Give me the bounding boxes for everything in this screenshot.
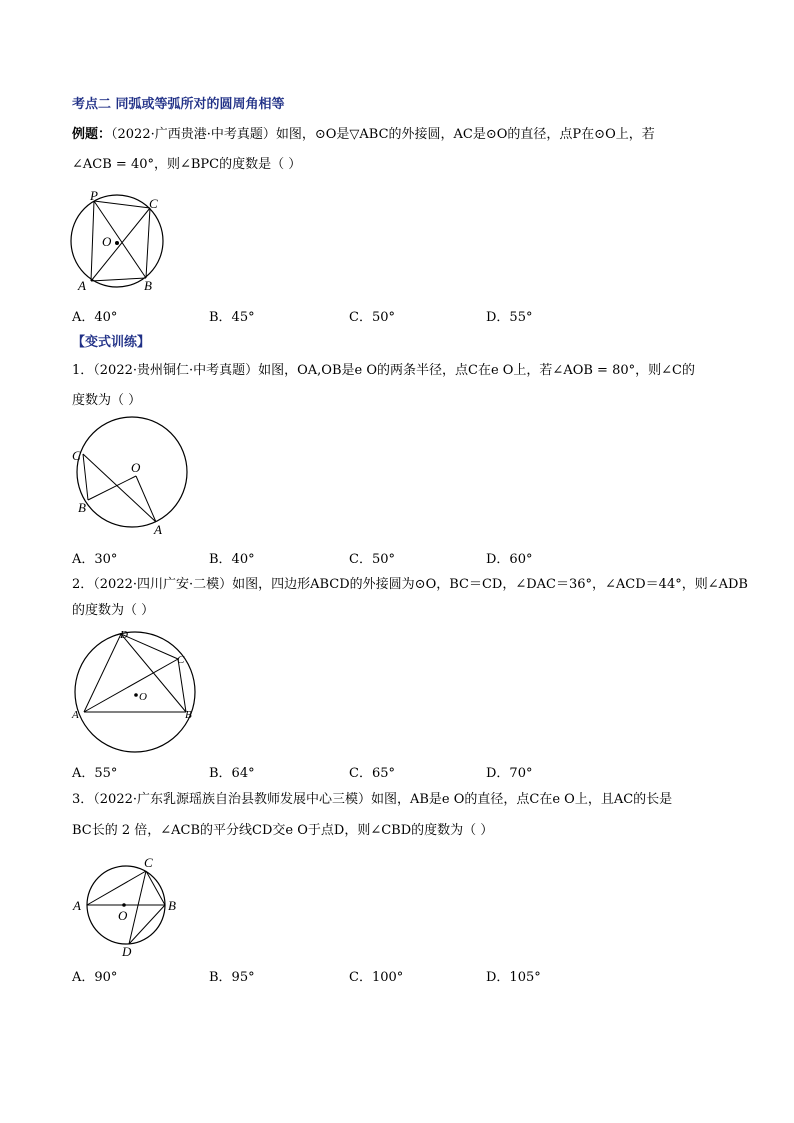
segment-cb (146, 208, 150, 278)
example-options (72, 306, 632, 324)
q3-figure (68, 852, 186, 960)
segment-ac (87, 871, 146, 905)
q2-text-line2: 的度数为（ ） (72, 603, 155, 618)
q1-text-line1: 1．（2022·贵州铜仁·中考真题）如图，OA,OB是e O的两条半径，点C在e O上，若∠AOB = 80°，则∠C的 (72, 363, 695, 378)
option-b[interactable]: B．64° (209, 766, 255, 781)
example-text-line1 (72, 126, 655, 144)
label-o: O (102, 234, 112, 249)
label-a: A (73, 898, 81, 913)
label-o: O (131, 460, 141, 475)
section-title: 考点二 同弧或等弧所对的圆周角相等 (72, 97, 285, 112)
label-d: D (122, 944, 132, 959)
segment-cb (83, 454, 88, 500)
q1-text-line2: 度数为（ ） (72, 393, 142, 408)
option-d[interactable]: D．60° (486, 552, 533, 567)
label-c: C (144, 855, 153, 870)
label-d: D (120, 629, 128, 641)
example-question: （2022·广西贵港·中考真题）如图，⊙O是▽ABC的外接圆，AC是⊙O的直径，点P在⊙O上，若 (111, 127, 655, 142)
q2-text-line1: 2．（2022·四川广安·二模）如图，四边形ABCD的外接圆为⊙O，BC＝CD，∠DAC＝36°，∠ACD＝44°，则∠ADB (72, 577, 748, 592)
option-b[interactable]: B．40° (209, 552, 255, 567)
example-figure (62, 186, 172, 296)
label-b: B (168, 898, 176, 913)
segment-oa (136, 476, 156, 522)
q2-figure (68, 626, 202, 760)
segment-cb (146, 871, 165, 905)
label-a: A (154, 522, 162, 536)
q3-options (72, 966, 632, 984)
label-p: P (90, 188, 98, 203)
example-text-line2: ∠ACB = 40°，则∠BPC的度数是（ ） (72, 157, 302, 172)
option-c[interactable]: C．50° (349, 552, 395, 567)
q1-options (72, 548, 632, 566)
option-c[interactable]: C．50° (349, 310, 395, 325)
q1-figure (66, 416, 196, 536)
label-c: C (149, 196, 158, 211)
option-b[interactable]: B．45° (209, 310, 255, 325)
label-a: A (72, 709, 79, 721)
option-d[interactable]: D．105° (486, 970, 541, 985)
option-c[interactable]: C．65° (349, 766, 395, 781)
option-c[interactable]: C．100° (349, 970, 404, 985)
option-b[interactable]: B．95° (209, 970, 255, 985)
variant-heading: 【变式训练】 (72, 335, 151, 350)
label-b: B (144, 278, 152, 293)
label-b: B (78, 500, 86, 515)
segment-pa (91, 201, 94, 281)
center-dot (122, 903, 126, 907)
option-d[interactable]: D．55° (486, 310, 533, 325)
option-a[interactable]: A．40° (72, 310, 118, 325)
example-prefix: 例题： (72, 127, 112, 142)
label-c: C (177, 654, 185, 666)
option-a[interactable]: A．55° (72, 766, 118, 781)
q3-text-line1: 3．（2022·广东乳源瑶族自治县教师发展中心三模）如图，AB是e O的直径，点C在e O上，且AC的长是 (72, 792, 673, 807)
q2-options (72, 762, 632, 780)
option-a[interactable]: A．30° (72, 552, 118, 567)
label-a: A (78, 278, 86, 293)
segment-dc (121, 634, 178, 659)
segment-ad (84, 634, 121, 712)
option-d[interactable]: D．70° (486, 766, 533, 781)
center-dot (134, 693, 138, 697)
label-b: B (185, 709, 192, 721)
label-c: C (72, 448, 81, 463)
label-o: O (139, 691, 147, 703)
q3-text-line2: BC长的 2 倍，∠ACB的平分线CD交e O于点D，则∠CBD的度数为（ ） (72, 823, 494, 838)
center-dot (115, 241, 119, 245)
label-o: O (118, 908, 128, 923)
segment-cd (129, 871, 146, 944)
option-a[interactable]: A．90° (72, 970, 118, 985)
segment-ab (91, 278, 146, 281)
